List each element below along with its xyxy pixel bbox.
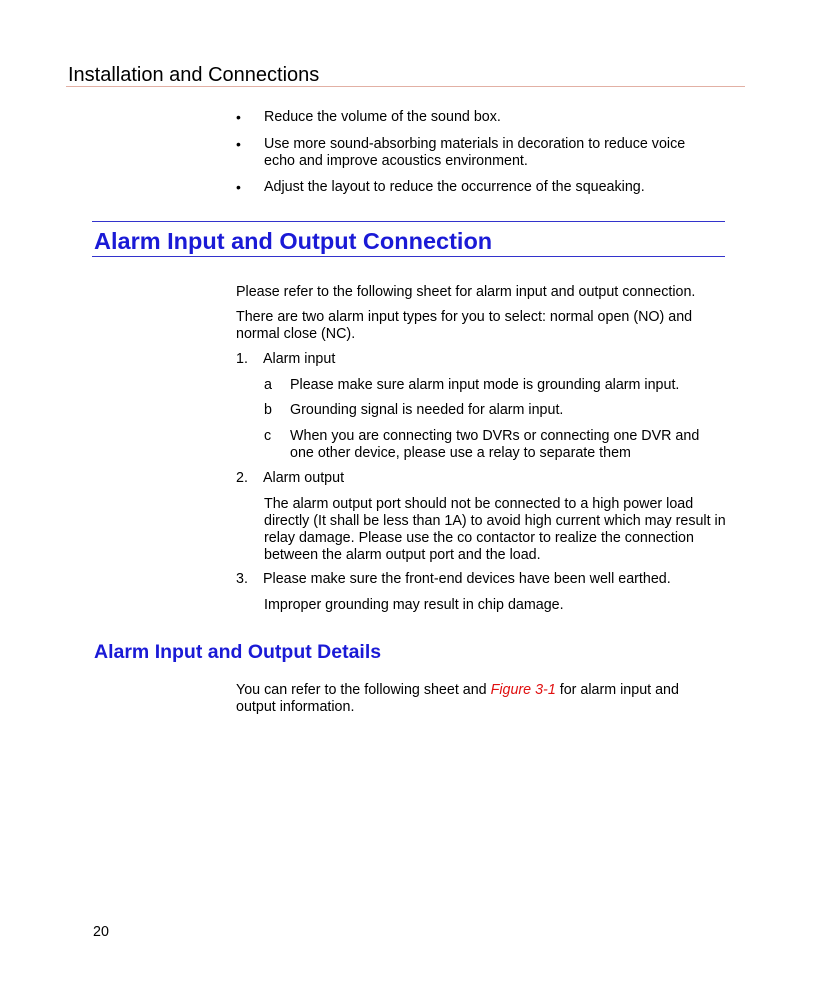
header-rule: [66, 86, 745, 87]
list-number: 2.: [236, 470, 248, 486]
bullet-marker: •: [236, 136, 241, 152]
sublist-item: Grounding signal is needed for alarm input.: [290, 402, 564, 418]
sublist-item: When you are connecting two DVRs or connecting one DVR and one other device, please use a relay to separate them: [290, 428, 700, 461]
heading-rule-bottom: [92, 256, 725, 257]
list-item-paragraph: Improper grounding may result in chip damage.: [264, 597, 564, 613]
bullet-marker: •: [236, 109, 241, 125]
list-item-title: Alarm output: [263, 470, 345, 486]
sublist-letter: c: [264, 428, 272, 444]
bullet-marker: •: [236, 179, 241, 195]
sublist-letter: b: [264, 402, 272, 418]
bullet-item: Use more sound-absorbing materials in decoration to reduce voice echo and improve acoustics environment.: [264, 136, 686, 169]
sublist-letter: a: [264, 377, 272, 393]
list-number: 1.: [236, 351, 248, 367]
details-text-after: for alarm input and output information.: [236, 682, 679, 715]
intro-paragraph: There are two alarm input types for you to select: normal open (NO) and normal close (NC).: [236, 309, 693, 342]
list-item-title: Please make sure the front-end devices have been well earthed.: [263, 571, 671, 587]
page-number: 20: [93, 924, 109, 940]
list-item-paragraph: The alarm output port should not be connected to a high power load directly (It shall be less than 1A) to avoid high current which may result in relay damage. Please use the co contactor to realize the connection between the alarm output port and the load.: [264, 496, 726, 563]
list-item-title: Alarm input: [263, 351, 336, 367]
bullet-item: Reduce the volume of the sound box.: [264, 109, 501, 125]
list-number: 3.: [236, 571, 248, 587]
running-header: Installation and Connections: [68, 64, 320, 86]
bullet-item: Adjust the layout to reduce the occurrence of the squeaking.: [264, 179, 645, 195]
heading-rule-top: [92, 221, 725, 222]
subsection-heading: Alarm Input and Output Details: [94, 641, 382, 663]
section-heading: Alarm Input and Output Connection: [94, 228, 493, 254]
intro-paragraph: Please refer to the following sheet for alarm input and output connection.: [236, 284, 696, 300]
figure-reference-link[interactable]: Figure 3-1: [490, 682, 556, 698]
details-text-before: You can refer to the following sheet and: [236, 682, 491, 698]
details-paragraph: [236, 682, 706, 716]
sublist-item: Please make sure alarm input mode is grounding alarm input.: [290, 377, 680, 393]
